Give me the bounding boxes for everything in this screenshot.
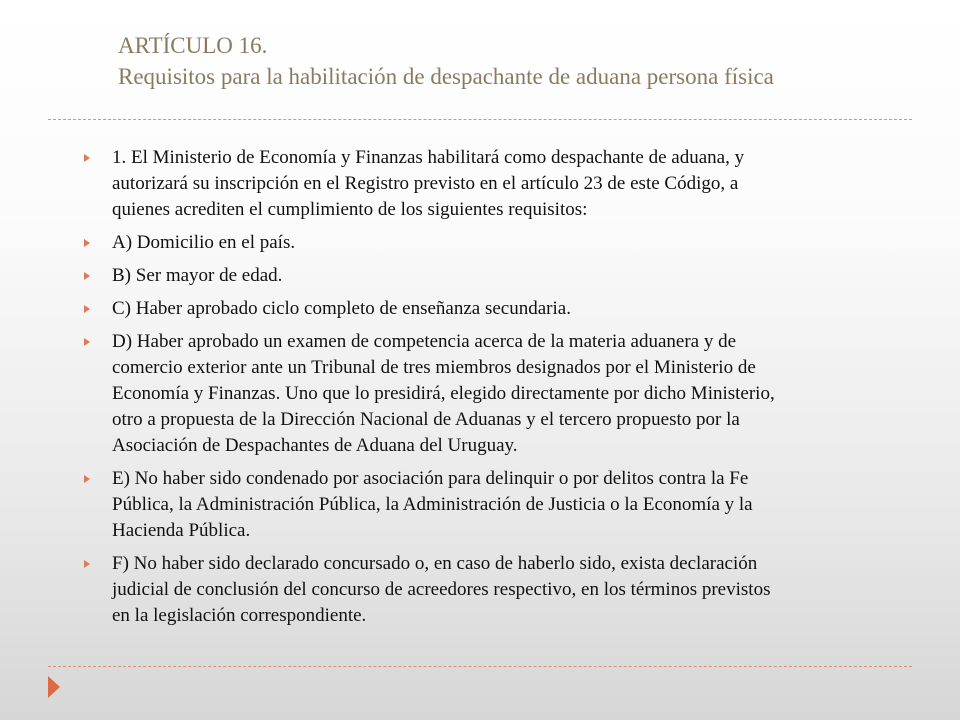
list-item-text: C) Haber aprobado ciclo completo de enseñanza secundaria. bbox=[112, 298, 571, 319]
corner-triangle-icon bbox=[48, 676, 60, 698]
list-item-text: F) No haber sido declarado concursado o, en caso de haberlo sido, exista declaración judicial de conclusión del concurso de acreedores respectivo, en los términos previstos en la legislación correspondiente. bbox=[112, 553, 771, 626]
bullet-triangle-icon bbox=[84, 154, 90, 162]
list-item bbox=[84, 329, 884, 459]
bullet-triangle-icon bbox=[84, 338, 90, 346]
bullet-triangle-icon bbox=[84, 272, 90, 280]
list-item bbox=[84, 230, 884, 256]
list-item bbox=[84, 466, 884, 544]
slide-title bbox=[118, 30, 918, 92]
article-number: ARTÍCULO 16. bbox=[118, 33, 268, 58]
list-item-text: 1. El Ministerio de Economía y Finanzas habilitará como despachante de aduana, y autorizará su inscripción en el Registro previsto en el artículo 23 de este Código, a quienes acrediten el cumplimiento de los siguientes requisitos: bbox=[112, 147, 745, 220]
bullet-triangle-icon bbox=[84, 305, 90, 313]
list-item-text: B) Ser mayor de edad. bbox=[112, 265, 283, 286]
list-item-text: A) Domicilio en el país. bbox=[112, 232, 296, 253]
list-item-text: D) Haber aprobado un examen de competencia acerca de la materia aduanera y de comercio exterior ante un Tribunal de tres miembros designados por el Ministerio de Economía y Finanzas. Uno que lo presidirá, elegido directamente por dicho Ministerio, otro a propuesta de la Dirección Nacional de Aduanas y el tercero propuesto por la Asociación de Despachantes de Aduana del Uruguay. bbox=[112, 331, 775, 456]
title-divider bbox=[48, 119, 912, 120]
list-item bbox=[84, 296, 884, 322]
list-item bbox=[84, 551, 884, 629]
list-item bbox=[84, 263, 884, 289]
footer-divider bbox=[48, 666, 912, 667]
bullet-triangle-icon bbox=[84, 560, 90, 568]
list-item-text: E) No haber sido condenado por asociación para delinquir o por delitos contra la Fe Pública, la Administración Pública, la Administración de Justicia o la Economía y la Hacienda Pública. bbox=[112, 468, 753, 541]
article-heading: Requisitos para la habilitación de despachante de aduana persona física bbox=[118, 64, 774, 89]
requirements-list bbox=[84, 145, 884, 636]
bullet-triangle-icon bbox=[84, 239, 90, 247]
bullet-triangle-icon bbox=[84, 475, 90, 483]
list-item bbox=[84, 145, 884, 223]
